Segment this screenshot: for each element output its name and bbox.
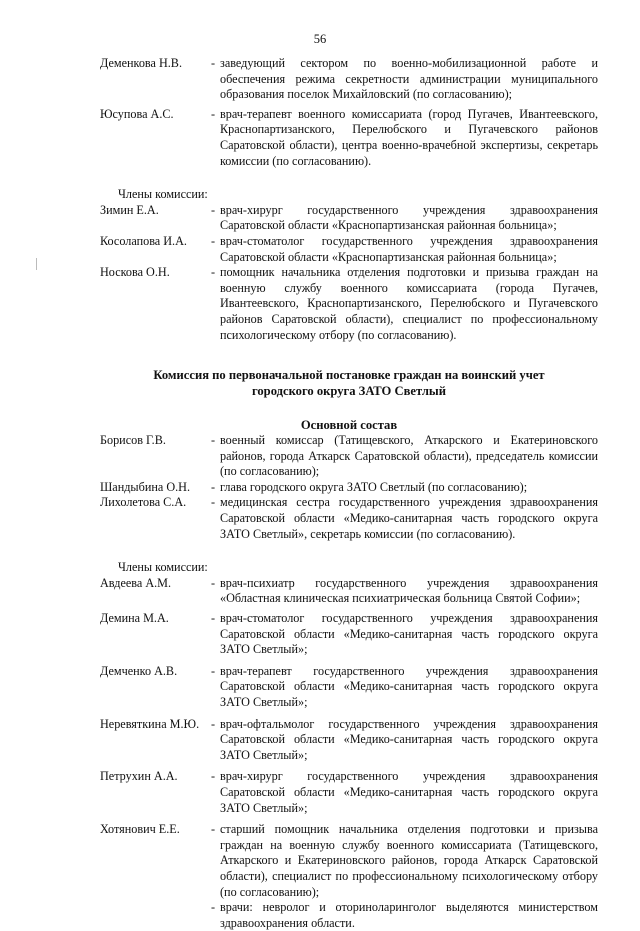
member-row: Лихолетова С.А. - медицинская сестра государственного учреждения здравоохранения Саратовской области «Медико-санитарная часть городского округа ЗАТО Светлый», секретарь комиссии (по согласованию). <box>100 495 598 541</box>
member-row: Зимин Е.А. - врач-хирург государственного учреждения здравоохранения Саратовской области «Краснопартизанская районная больница»; <box>100 202 598 233</box>
page-number: 56 <box>313 32 327 46</box>
member-name: Шандыбина О.Н. <box>100 479 191 494</box>
member-row: Демченко А.В. - врач-терапевт государственного учреждения здравоохранения Саратовской области «Медико-санитарная часть городского округа ЗАТО Светлый»; <box>100 663 598 709</box>
member-role: заведующий сектором по военно-мобилизационной работе и обеспечения режима секретности администрации муниципального образования поселок Михайловский (по согласованию); <box>220 56 598 102</box>
member-name: Неревяткина М.Ю. <box>100 716 200 731</box>
members-label: Члены комиссии: <box>118 560 208 575</box>
member-row: Шандыбина О.Н. - глава городского округа ЗАТО Светлый (по согласованию); <box>100 480 598 496</box>
member-role: врач-терапевт военного комиссариата (город Пугачев, Ивантеевского, Краснопартизанского, Перелюбского и Пугачевского районов Саратовской области), центра военно-врачебной экспертизы, секретарь комиссии (по согласованию). <box>220 106 598 168</box>
member-role: глава городского округа ЗАТО Светлый (по согласованию); <box>220 479 528 494</box>
member-row: Юсупова А.С. - врач-терапевт военного комиссариата (город Пугачев, Ивантеевского, Краснопартизанского, Перелюбского и Пугачевского районов Саратовской области), центра военно-врачебной экспертизы, секретарь комиссии (по согласованию). <box>100 106 598 168</box>
member-row: Борисов Г.В. - военный комиссар (Татищевского, Аткарского и Екатериновского районов, города Аткарск Саратовской области), председатель комиссии (по согласованию); <box>100 433 598 479</box>
member-role: врач-офтальмолог государственного учреждения здравоохранения Саратовской области «Медико-санитарная часть городского округа ЗАТО Светлый»; <box>220 716 598 762</box>
member-name: Зимин Е.А. <box>100 202 159 217</box>
member-row: Деменкова Н.В. - заведующий сектором по военно-мобилизационной работе и обеспечения режима секретности администрации муниципального образования поселок Михайловский (по согласованию); <box>100 56 598 102</box>
member-row: Носкова О.Н. - помощник начальника отделения подготовки и призыва граждан на военную службу военного комиссариата (города Пугачев, Ивантеевского, Краснопартизанского, Перелюбского и Пугачевского районов Саратовской области), специалист по профессиональному психологическому отбору (по согласованию). <box>100 265 598 342</box>
member-role: врач-стоматолог государственного учреждения здравоохранения Саратовской области «Медико-санитарная часть городского округа ЗАТО Светлый»; <box>220 611 598 657</box>
member-row: Хотянович Е.Е. - старший помощник начальника отделения подготовки и призыва граждан на военную службу военного комиссариата (Татищевского, Аткарского и Екатериновского районов, города Аткарск Саратовской области), специалист по профессиональному психологическому отбору (по согласованию); <box>100 822 598 899</box>
member-role: врач-психиатр государственного учреждения здравоохранения «Областная клиническая психиатрическая больница Святой Софии»; <box>220 575 598 606</box>
member-role: врач-терапевт государственного учреждения здравоохранения Саратовской области «Медико-санитарная часть городского округа ЗАТО Светлый»; <box>220 663 598 709</box>
member-role: старший помощник начальника отделения подготовки и призыва граждан на военную службу военного комиссариата (Татищевского, Аткарского и Екатериновского районов, города Аткарск Саратовской области), специалист по профессиональному психологическому отбору (по согласованию); <box>220 822 598 899</box>
member-row: Авдеева А.М. - врач-психиатр государственного учреждения здравоохранения «Областная клиническая психиатрическая больница Святой Софии»; <box>100 575 598 606</box>
member-row: Неревяткина М.Ю. - врач-офтальмолог государственного учреждения здравоохранения Саратовской области «Медико-санитарная часть городского округа ЗАТО Светлый»; <box>100 716 598 762</box>
member-name: Косолапова И.А. <box>100 233 187 248</box>
member-row: Демина М.А. - врач-стоматолог государственного учреждения здравоохранения Саратовской области «Медико-санитарная часть городского округа ЗАТО Светлый»; <box>100 611 598 657</box>
member-name: Авдеева А.М. <box>100 575 172 590</box>
member-name: Демина М.А. <box>100 611 169 626</box>
member-name: Борисов Г.В. <box>100 433 166 448</box>
member-role: врач-хирург государственного учреждения здравоохранения Саратовской области «Краснопартизанская районная больница»; <box>220 202 598 233</box>
member-role: медицинская сестра государственного учреждения здравоохранения Саратовской области «Медико-санитарная часть городского округа ЗАТО Светлый», секретарь комиссии (по согласованию). <box>220 495 598 541</box>
member-name: Юсупова А.С. <box>100 106 174 121</box>
scan-mark <box>36 258 37 270</box>
member-role: военный комиссар (Татищевского, Аткарского и Екатериновского районов, города Аткарск Саратовской области), председатель комиссии (по согласованию); <box>220 433 598 479</box>
member-name: Деменкова Н.В. <box>100 56 182 70</box>
section-subtitle: Основной состав <box>300 418 398 433</box>
member-name: Демченко А.В. <box>100 663 178 678</box>
member-row: Косолапова И.А. - врач-стоматолог государственного учреждения здравоохранения Саратовской области «Краснопартизанская районная больница»; <box>100 233 598 264</box>
note-text: врачи: невролог и оториноларинголог выделяются министерством здравоохранения области. <box>220 900 598 930</box>
member-name: Носкова О.Н. <box>100 265 170 280</box>
note-row: - врачи: невролог и оториноларинголог выделяются министерством здравоохранения области. <box>211 900 598 930</box>
member-name: Хотянович Е.Е. <box>100 822 180 837</box>
member-role: врач-хирург государственного учреждения здравоохранения Саратовской области «Медико-санитарная часть городского округа ЗАТО Светлый»; <box>220 769 598 815</box>
document-body <box>100 56 598 931</box>
section-title: Комиссия по первоначальной постановке граждан на воинский учет городского округа ЗАТО Светлый <box>153 368 545 399</box>
member-name: Лихолетова С.А. <box>100 495 187 510</box>
member-role: помощник начальника отделения подготовки и призыва граждан на военную службу военного комиссариата (города Пугачев, Ивантеевского, Краснопартизанского, Перелюбского и Пугачевского районов Саратовской области), специалист по профессиональному психологическому отбору (по согласованию). <box>220 265 598 342</box>
member-name: Петрухин А.А. <box>100 769 178 784</box>
member-role: врач-стоматолог государственного учреждения здравоохранения Саратовской области «Краснопартизанская районная больница»; <box>220 233 598 264</box>
member-row: Петрухин А.А. - врач-хирург государственного учреждения здравоохранения Саратовской области «Медико-санитарная часть городского округа ЗАТО Светлый»; <box>100 769 598 815</box>
members-label: Члены комиссии: <box>118 187 208 202</box>
